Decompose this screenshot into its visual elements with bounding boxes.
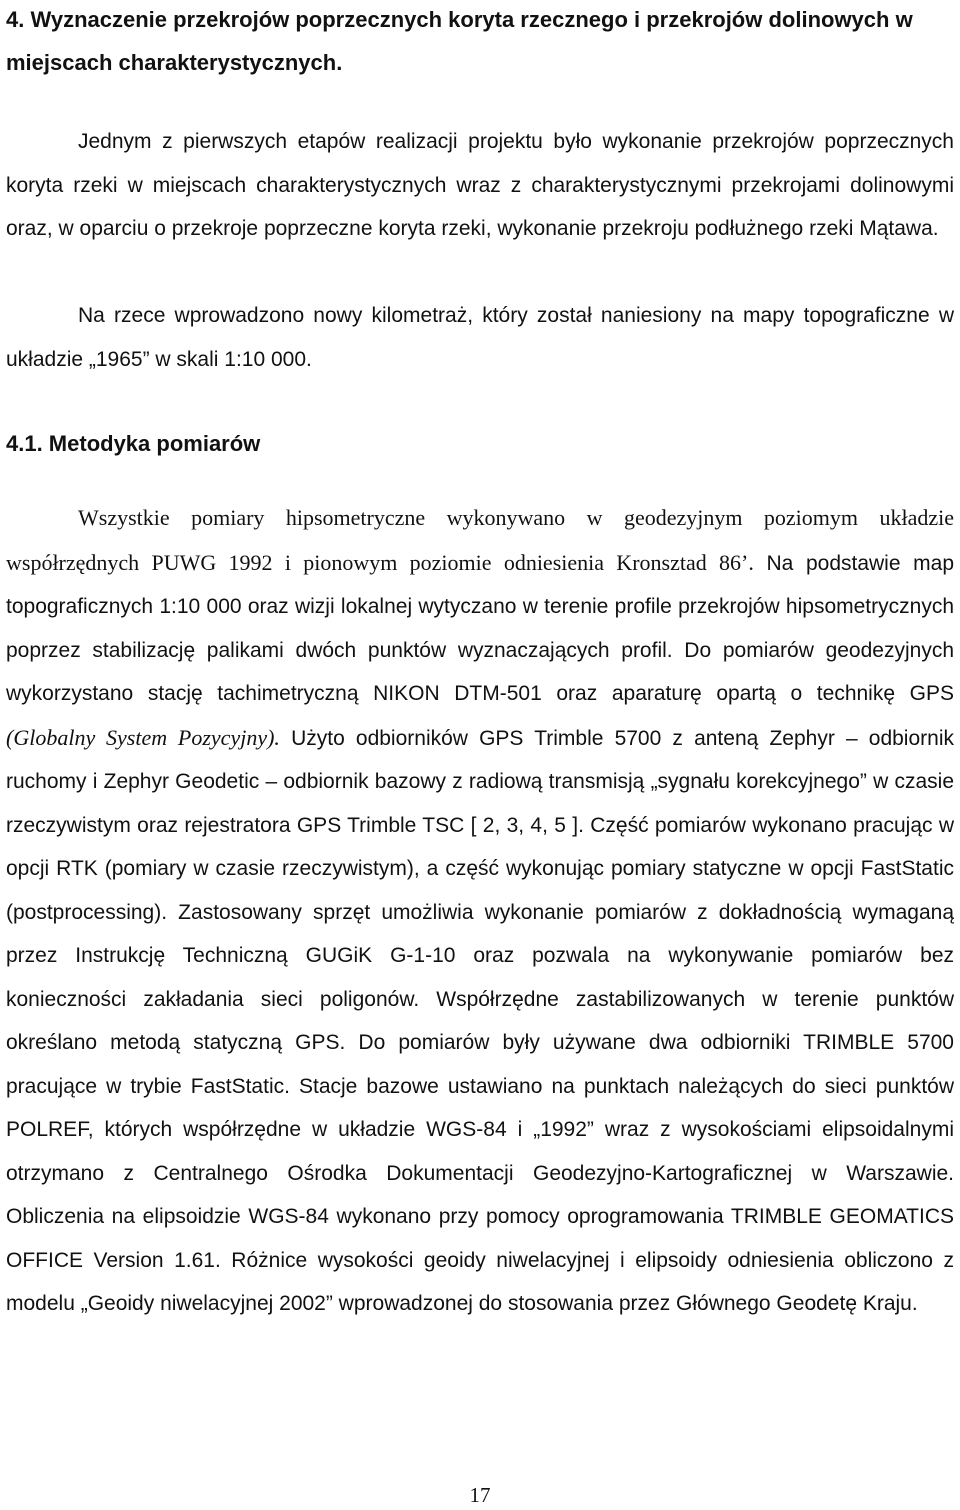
methodology-text-part2: Użyto odbiorników GPS Trimble 5700 z anteną Zephyr – odbiornik ruchomy i Zephyr Geodetic – odbiornik bazowy z radiową transmisją „sygnału korekcyjnego” w czasie rzeczywistym oraz rejestratora GPS Trimble TSC [ 2, 3, 4, 5 ]. Część pomiarów wykonano pracując w opcji RTK (pomiary w czasie rzeczywistym), a część wykonując pomiary statyczne w opcji FastStatic (postprocessing). Zastosowany sprzęt umożliwia wykonanie pomiarów z dokładnością wymaganą przez Instrukcję Techniczną GUGiK G-1-10 oraz pozwala na wykonywanie pomiarów bez konieczności zakładania sieci poligonów. Współrzędne zastabilizowanych w terenie punktów określano metodą statyczną GPS. Do pomiarów były używane dwa odbiorniki TRIMBLE 5700 pracujące w trybie FastStatic. Stacje bazowe ustawiano na punktach należących do sieci punktów POLREF, których współrzędne w układzie WGS-84 i „1992” wraz z wysokościami elipsoidalnymi otrzymano z Centralnego Ośrodka Dokumentacji Geodezyjno-Kartograficznej w Warszawie. Obliczenia na elipsoidzie WGS-84 wykonano przy pomocy oprogramowania TRIMBLE GEOMATICS OFFICE Version 1.61. Różnice wysokości geoidy niwelacyjnej i elipsoidy odniesienia obliczono z modelu „Geoidy niwelacyjnej 2002” wprowadzonej do stosowania przez Głównego Geodetę Kraju. xyxy=(6,726,954,1315)
paragraph-kilometrage: Na rzece wprowadzono nowy kilometraż, który został naniesiony na mapy topograficzne w układzie „1965” w skali 1:10 000. xyxy=(6,304,954,371)
methodology-text-serif: Wszystkie pomiary hipsometryczne wykonywano w geodezyjnym poziomym układzie współrzędnych PUWG 1992 i pionowym poziomie odniesienia Kronsztad 86’. xyxy=(6,505,954,575)
gps-expansion-italic: (Globalny System Pozycyjny). xyxy=(6,724,280,750)
methodology-text-part1: Na podstawie map topograficznych 1:10 000 oraz wizji lokalnej wytyczano w terenie profile przekrojów hipsometrycznych poprzez stabilizację palikami dwóch punktów wyznaczających profil. Do pomiarów geodezyjnych wykorzystano stację tachimetryczną NIKON DTM-501 oraz aparaturę opartą o technikę GPS xyxy=(6,551,955,705)
subsection-heading: 4.1. Metodyka pomiarów xyxy=(6,431,261,456)
paragraph-intro: Jednym z pierwszych etapów realizacji projektu było wykonanie przekrojów poprzecznych koryta rzeki w miejscach charakterystycznych wraz z charakterystycznymi przekrojami dolinowymi oraz, w oparciu o przekroje poprzeczne koryta rzeki, wykonanie przekroju podłużnego rzeki Mątawa. xyxy=(6,130,954,240)
page-number: 17 xyxy=(469,1483,491,1507)
paragraph-methodology xyxy=(6,496,954,1326)
section-heading: 4. Wyznaczenie przekrojów poprzecznych koryta rzecznego i przekrojów dolinowych w miejscach charakterystycznych. xyxy=(6,7,913,75)
